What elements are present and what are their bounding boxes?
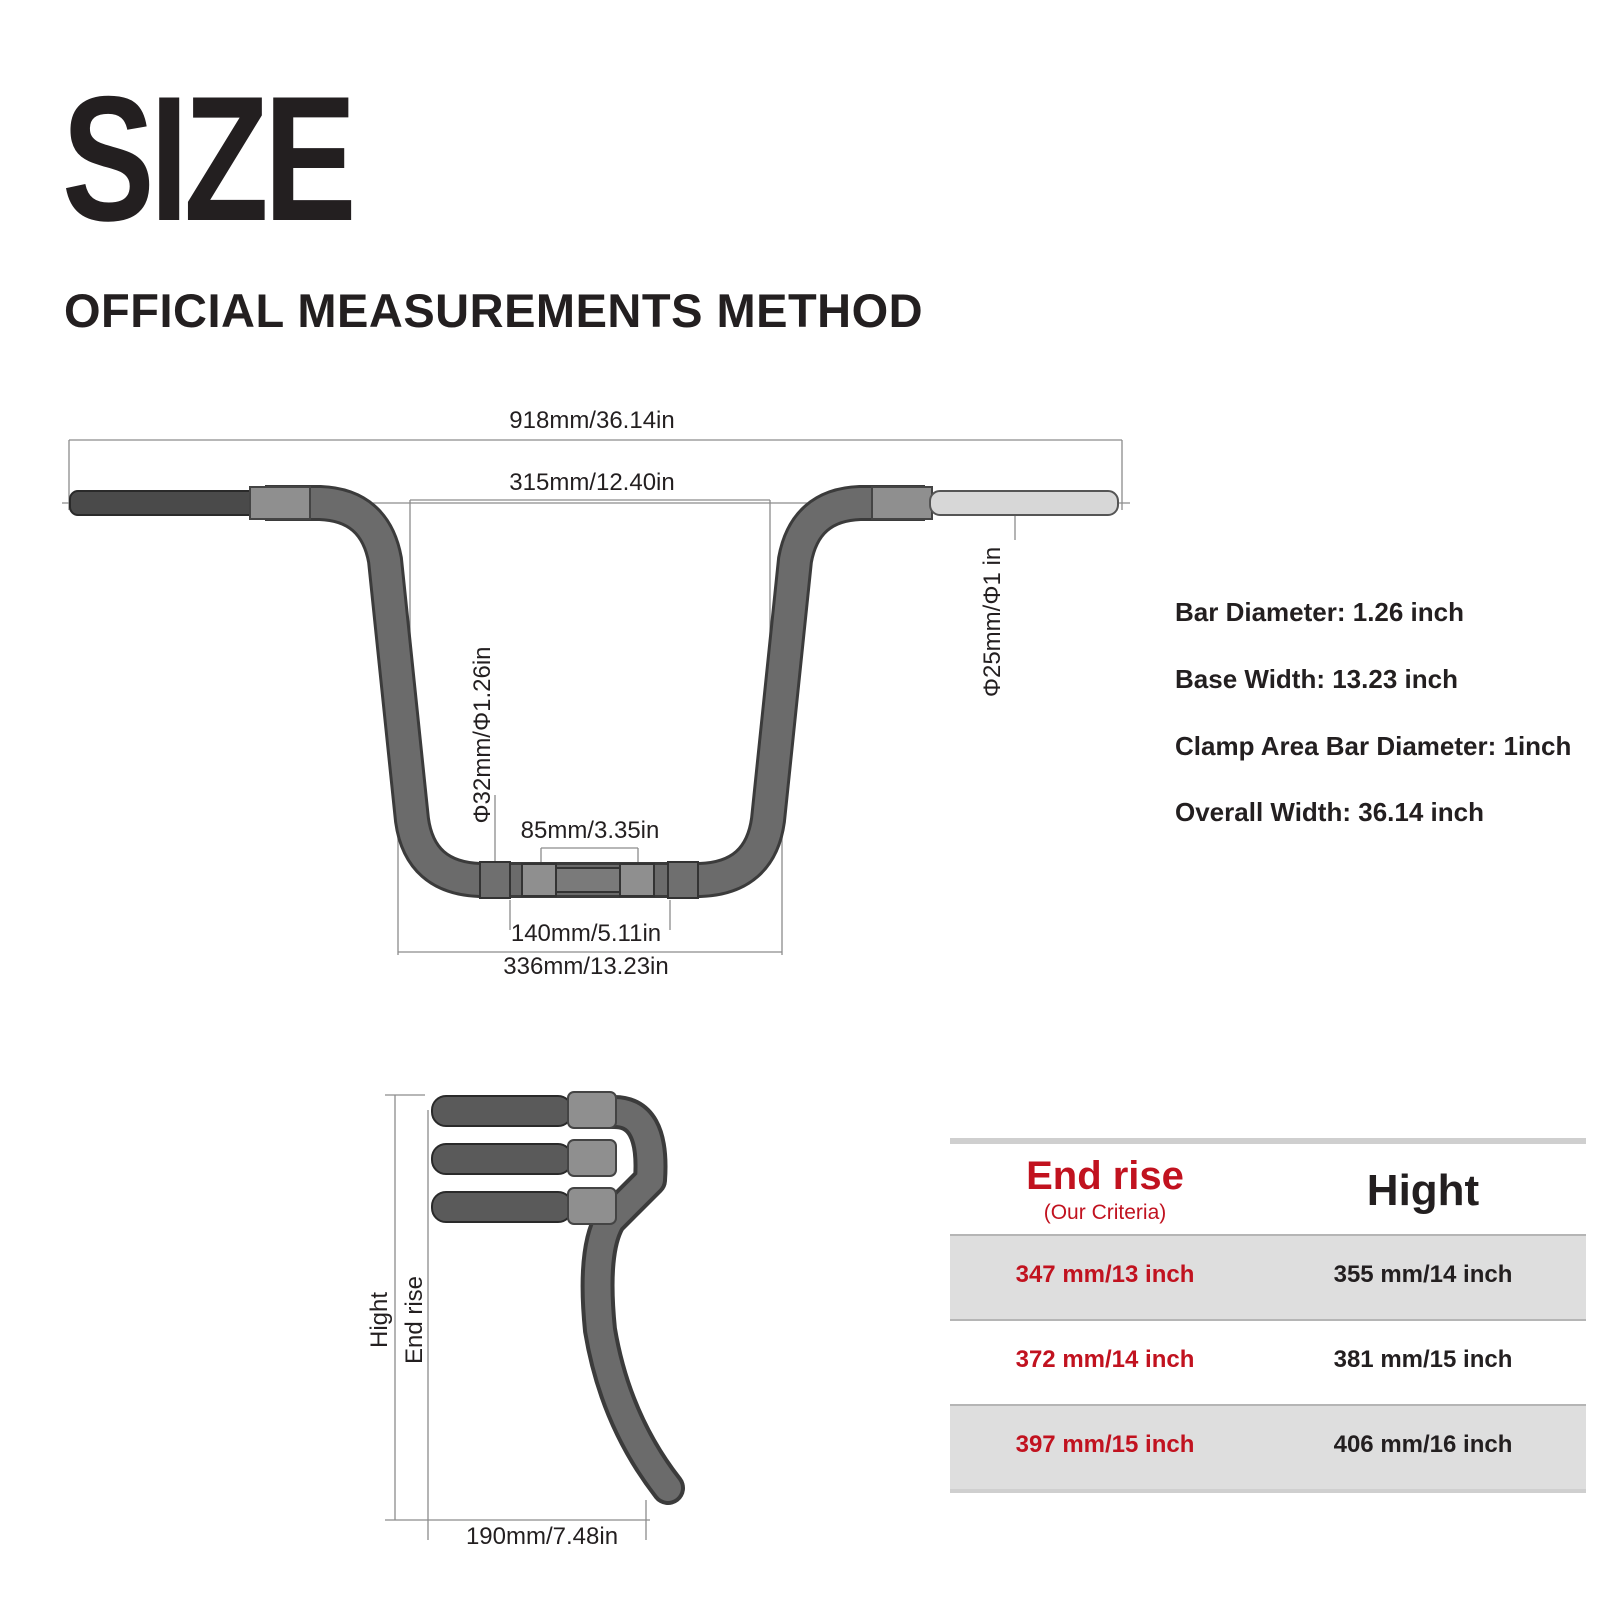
page-subtitle: OFFICIAL MEASUREMENTS METHOD (64, 284, 924, 337)
header-end-rise: End rise (1026, 1154, 1184, 1198)
overall-width-label: 918mm/36.14in (509, 407, 675, 434)
handlebar-side (432, 1092, 668, 1488)
table-row (950, 1234, 1586, 1319)
clamp-diameter-label: Φ25mm/Φ1 in (979, 546, 1006, 698)
hight-cell: 355 mm/14 inch (1333, 1261, 1513, 1288)
base-width-label: 336mm/13.23in (503, 953, 669, 980)
right-grip (930, 491, 1118, 515)
end-rise-cell: 347 mm/13 inch (1015, 1261, 1195, 1288)
hight-cell: 406 mm/16 inch (1333, 1431, 1513, 1458)
center-width-label: 140mm/5.11in (510, 920, 662, 947)
table-bottom-rule (950, 1489, 1586, 1493)
table-row (950, 1404, 1586, 1489)
hight-cell: 381 mm/15 inch (1333, 1346, 1513, 1373)
table-header (950, 1144, 1586, 1234)
knurl-width-label: 85mm/3.35in (520, 817, 660, 844)
end-rise-cell: 397 mm/15 inch (1015, 1431, 1195, 1458)
page-title: SIZE (62, 59, 352, 258)
end-rise-label: End rise (401, 1275, 428, 1365)
spec-bar-diameter: Bar Diameter: 1.26 inch (1175, 597, 1465, 627)
spec-clamp-diameter: Clamp Area Bar Diameter: 1inch (1175, 731, 1572, 761)
bar-diameter-label: Φ32mm/Φ1.26in (469, 646, 496, 824)
left-grip (70, 491, 268, 515)
hight-label: Hight (366, 1291, 393, 1349)
table-row (950, 1319, 1586, 1404)
header-hight: Hight (1366, 1166, 1480, 1215)
header-end-rise-sub: (Our Criteria) (1043, 1201, 1167, 1224)
end-rise-cell: 372 mm/14 inch (1015, 1346, 1195, 1373)
pullback-label: 190mm/7.48in (465, 1523, 619, 1550)
spec-base-width: Base Width: 13.23 inch (1175, 664, 1458, 694)
size-table (950, 1138, 1586, 1493)
spec-overall-width: Overall Width: 36.14 inch (1175, 797, 1484, 827)
rise-width-label: 315mm/12.40in (509, 469, 675, 496)
